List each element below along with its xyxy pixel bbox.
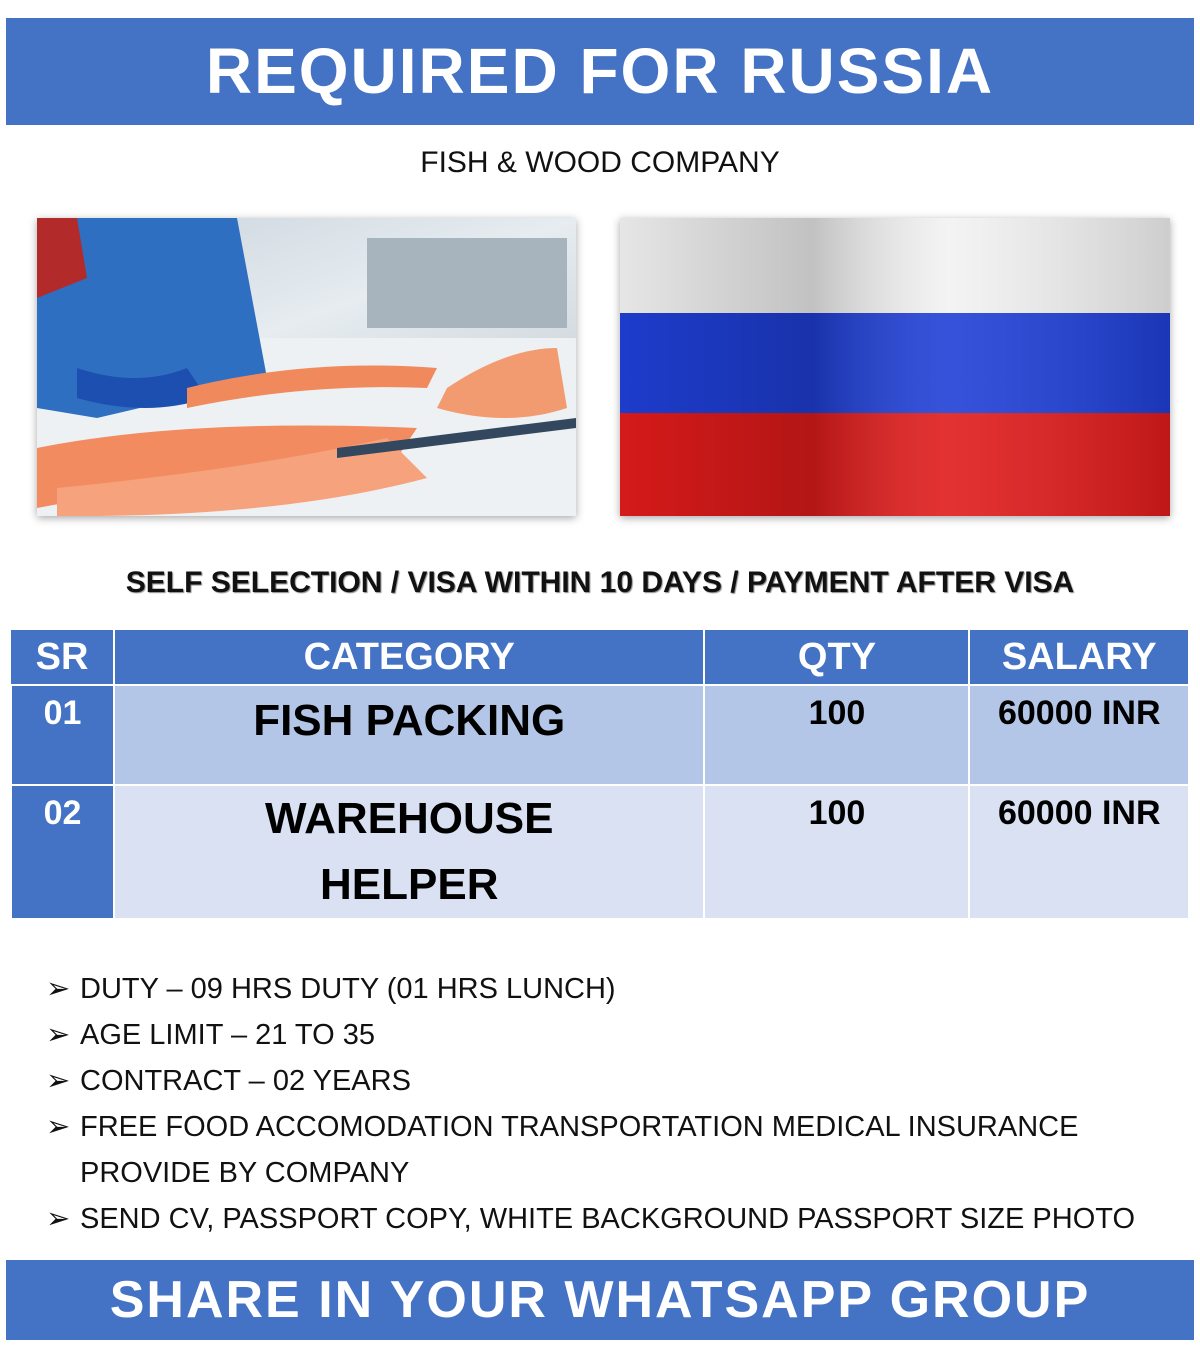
salary-cell: 60000 INR [969,785,1189,919]
list-item [46,1196,1135,1242]
category-cell: FISH PACKING [114,685,704,785]
salary-cell: 60000 INR [969,685,1189,785]
jobs-table [10,630,1190,920]
table-row [11,785,1189,919]
arrow-bullet-icon: ➢ [46,1019,71,1051]
header-category: CATEGORY [114,630,704,685]
arrow-bullet-icon: ➢ [46,1111,71,1143]
tagline: SELF SELECTION / VISA WITHIN 10 DAYS / PAYMENT AFTER VISA [125,566,1075,599]
sr-cell: 02 [11,785,114,919]
qty-cell: 100 [704,685,969,785]
arrow-bullet-icon: ➢ [46,1065,71,1097]
header-qty: QTY [704,630,969,685]
header-banner [6,18,1194,125]
company-name: FISH & WOOD COMPANY [420,146,780,179]
header-title: REQUIRED FOR RUSSIA [205,35,995,107]
russia-flag [620,218,1170,516]
list-item [46,1104,1126,1196]
list-item-text: SEND CV, PASSPORT COPY, WHITE BACKGROUND PASSPORT SIZE PHOTO [80,1203,1136,1235]
header-sr: SR [11,630,114,685]
fish-processing-photo [37,218,576,516]
header-salary: SALARY [969,630,1189,685]
qty-cell: 100 [704,785,969,919]
list-item [46,1012,1135,1058]
table-row [11,685,1189,785]
list-item-text: CONTRACT – 02 YEARS [80,1065,411,1097]
footer-banner [6,1260,1194,1340]
list-item-text: DUTY – 09 HRS DUTY (01 HRS LUNCH) [80,973,616,1005]
list-item-text: FREE FOOD ACCOMODATION TRANSPORTATION MEDICAL INSURANCE PROVIDE BY COMPANY [80,1111,1079,1189]
list-item [46,1058,1135,1104]
footer-text: SHARE IN YOUR WHATSAPP GROUP [109,1271,1091,1329]
arrow-bullet-icon: ➢ [46,973,71,1005]
table-header-row [11,630,1189,685]
sr-cell: 01 [11,685,114,785]
list-item-text: AGE LIMIT – 21 TO 35 [80,1019,375,1051]
list-item [46,966,1135,1012]
arrow-bullet-icon: ➢ [46,1203,71,1235]
benefits-list [46,966,1135,1242]
category-cell: WAREHOUSE HELPER [114,785,704,919]
